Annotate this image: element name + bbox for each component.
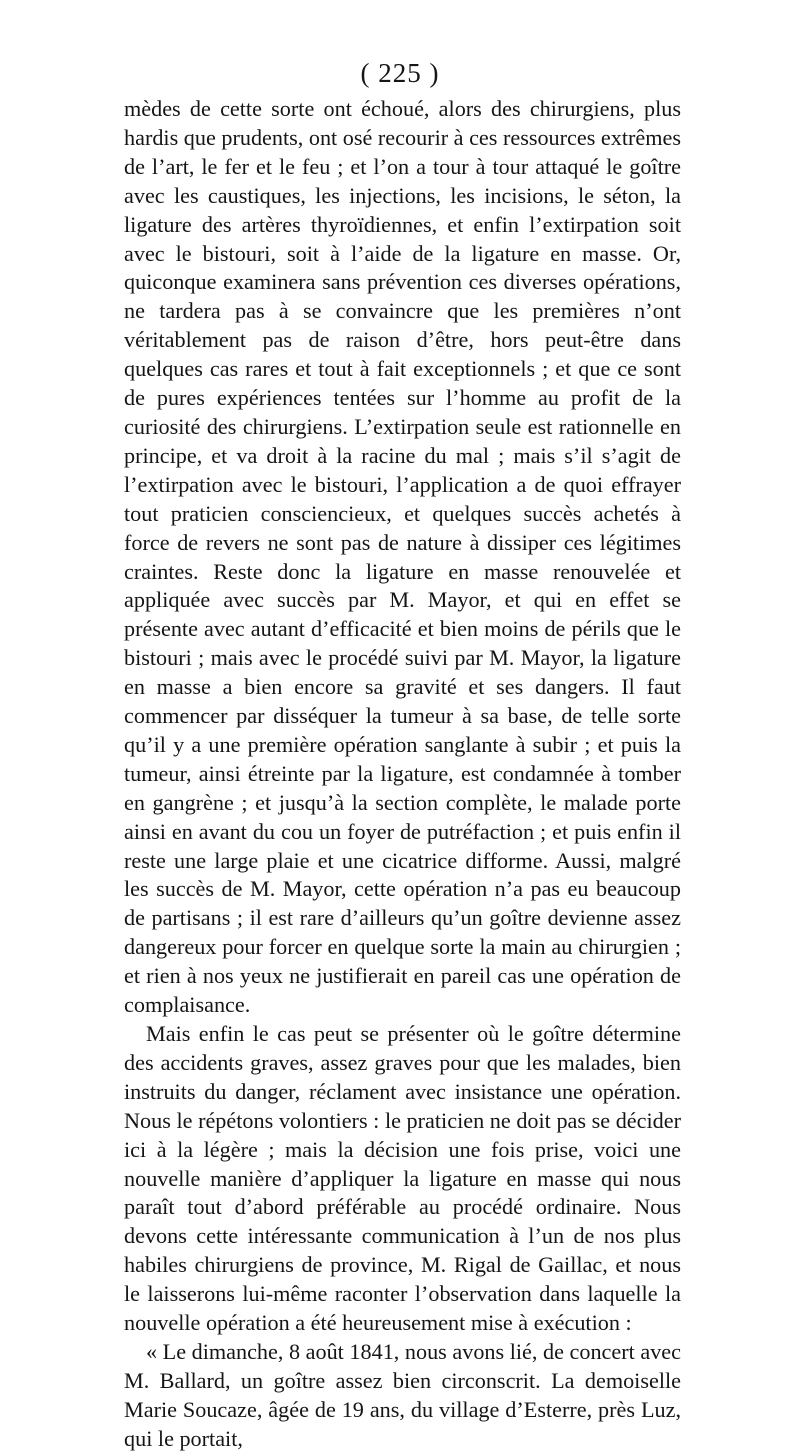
paragraph-continuation: mèdes de cette sorte ont échoué, alors des chirurgiens, plus hardis que prudents, ont osé recourir à ces ressources extrêmes de l’art, le fer et le feu ; et l’on a tour à tour attaqué le goître avec les caustiques, les injections, les incisions, le séton, la ligature des artères thyroïdiennes, et enfin l’extirpation soit avec le bistouri, soit à l’aide de la ligature en masse. Or, quiconque examinera sans prévention ces diverses opérations, ne tardera pas à se convaincre que les premières n’ont véritablement pas de raison d’être, hors peut-être dans quelques cas rares et tout à fait exceptionnels ; et que ce sont de pures expériences tentées sur l’homme au profit de la curiosité des chirurgiens. L’extirpation seule est rationnelle en principe, et va droit à la racine du mal ; mais s’il s’agit de l’extirpation avec le bistouri, l’application a de quoi effrayer tout praticien consciencieux, et quelques succès achetés à force de revers ne sont pas de nature à dissiper ces légitimes craintes. Reste donc la ligature en masse renouvelée et appliquée avec succès par M. Mayor, et qui en effet se présente avec autant d’efficacité et bien moins de périls que le bistouri ; mais avec le procédé suivi par M. Mayor, la ligature en masse a bien encore sa gravité et ses dangers. Il faut commencer par disséquer la tumeur à sa base, de telle sorte qu’il y a une première opération sanglante à subir ; et puis la tumeur, ainsi étreinte par la ligature, est condamnée à tomber en gangrène ; et jusqu’à la section complète, le malade porte ainsi en avant du cou un foyer de putréfaction ; et puis enfin il reste une large plaie et une cicatrice difforme. Aussi, malgré les succès de M. Mayor, cette opération n’a pas eu beaucoup de partisans ; il est rare d’ailleurs qu’un goître devienne assez dangereux pour forcer en quelque sorte la main au chirurgien ; et rien à nos yeux ne justifierait en pareil cas une opération de complaisance. bbox=[124, 96, 681, 1018]
body-text bbox=[124, 95, 681, 1454]
paragraph-mais-enfin: Mais enfin le cas peut se présenter où le goître détermine des accidents graves, assez graves pour que les malades, bien instruits du danger, réclament avec insistance une opération. Nous le répétons volontiers : le praticien ne doit pas se décider ici à la légère ; mais la décision une fois prise, voici une nouvelle manière d’appliquer la ligature en masse qui nous paraît tout d’abord préférable au procédé ordinaire. Nous devons cette intéressante communication à l’un de nos plus habiles chirurgiens de province, M. Rigal de Gaillac, et nous le laisserons lui-même raconter l’observation dans laquelle la nouvelle opération a été heureusement mise à exécution : bbox=[124, 1021, 681, 1336]
paragraph-quotation: « Le dimanche, 8 août 1841, nous avons lié, de concert avec M. Ballard, un goître assez bien circonscrit. La demoiselle Marie Soucaze, âgée de 19 ans, du village d’Esterre, près Luz, qui le portait, bbox=[124, 1338, 681, 1451]
page-number: ( 225 ) bbox=[360, 58, 440, 88]
